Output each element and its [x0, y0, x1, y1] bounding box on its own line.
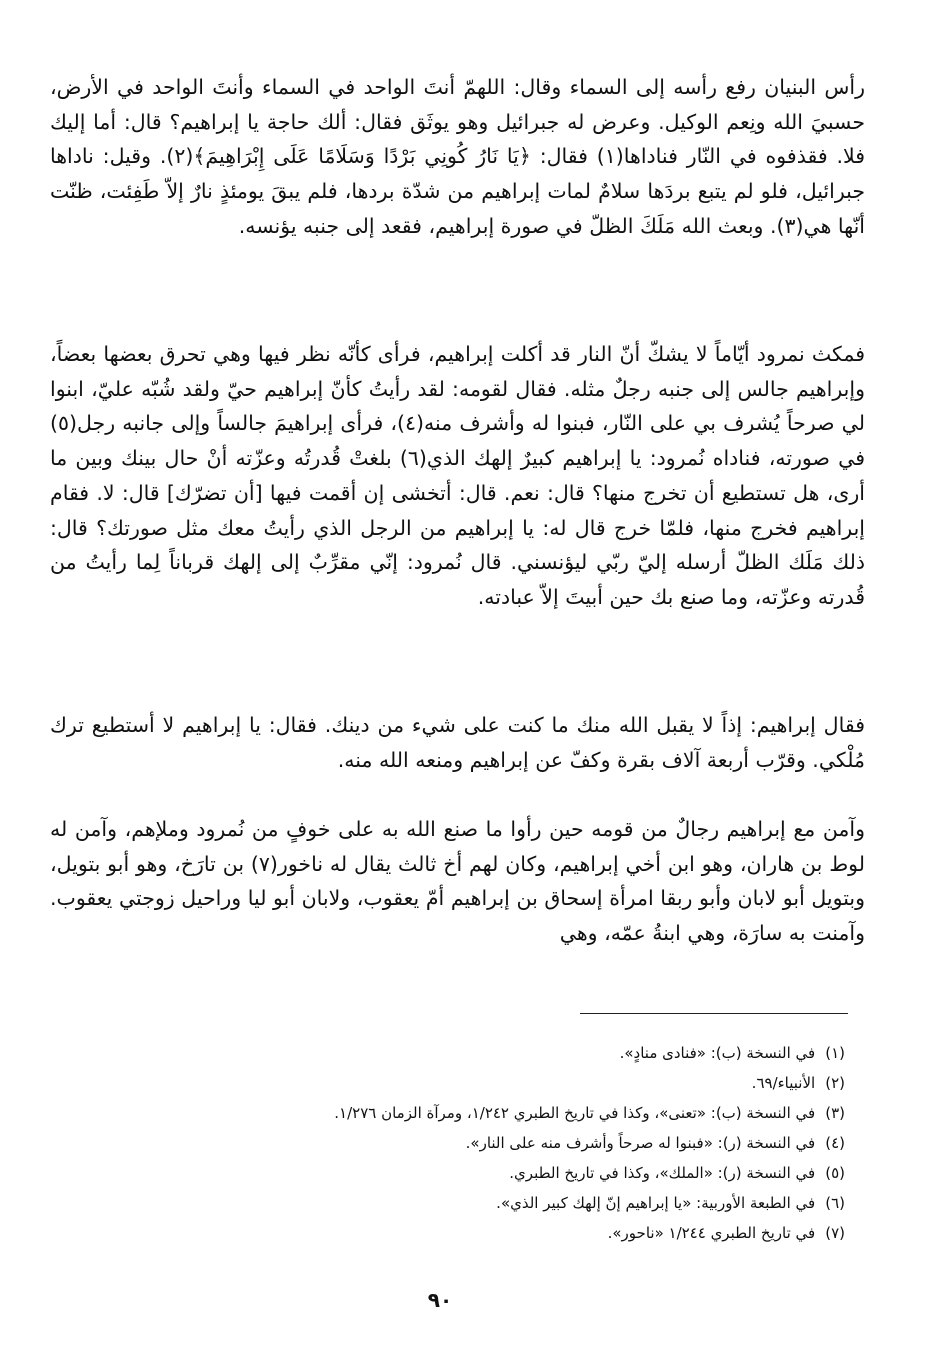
- footnote-number: (٦): [825, 1194, 845, 1212]
- paragraph-1: رأس البنيان رفع رأسه إلى السماء وقال: اللهمّ أنتَ الواحد في السماء وأنتَ الواحد في الأرض، حسبيَ الله ونِعم الوكيل. وعرض له جبرائيل وهو يوثَق فقال: ألك حاجة يا إبراهيم؟ قال: أما إليك فلا. فقذفوه في النّار فناداها(١) فقال: ﴿يَا نَارُ كُونِي بَرْدًا وَسَلَامًا عَلَى إِبْرَاهِيمَ﴾(٢). وقيل: ناداها جبرائيل، فلو لم يتبع بردَها سلامٌ لمات إبراهيم من شدّة بردها، فلم يبقَ يومئذٍ نارٌ إلاّ طَفِئت، ظنّت أنّها هي(٣). وبعث الله مَلَكَ الظلّ في صورة إبراهيم، فقعد إلى جنبه يؤنسه.: [50, 75, 866, 238]
- footnotes-list: [180, 1038, 845, 1248]
- footnote-text: في النسخة (ر): «الملك»، وكذا في تاريخ الطبري.: [509, 1164, 816, 1182]
- footnote-number: (٥): [825, 1164, 845, 1182]
- footnote-7: [180, 1218, 845, 1248]
- footnote-number: (١): [825, 1044, 845, 1062]
- footnote-4: [180, 1128, 845, 1158]
- footnote-number: (٢): [825, 1074, 845, 1092]
- footnote-text: في النسخة (ر): «فبنوا له صرحاً وأشرف منه على النار».: [465, 1134, 816, 1152]
- footnote-number: (٧): [825, 1224, 845, 1242]
- footnote-text: في النسخة (ب): «تعنى»، وكذا في تاريخ الطبري ١/٢٤٢، ومرآة الزمان ١/٢٧٦.: [334, 1104, 816, 1122]
- footnote-number: (٤): [825, 1134, 845, 1152]
- footnote-text: في الطبعة الأوربية: «يا إبراهيم إنّ إلهك كبير الذي».: [496, 1194, 816, 1212]
- footnote-divider: [580, 1013, 848, 1014]
- paragraph-3: فقال إبراهيم: إذاً لا يقبل الله منك ما كنت على شيء من دينك. فقال: يا إبراهيم لا أستطيع ترك مُلْكي. وقرّب أربعة آلاف بقرة وكفّ عن إبراهيم ومنعه الله منه.: [50, 713, 865, 772]
- paragraph-2: فمكث نمرود أيّاماً لا يشكّ أنّ النار قد أكلت إبراهيم، فرأى كأنّه نظر فيها وهي تحرق بعضها بعضاً، وإبراهيم جالس إلى جنبه رجلٌ مثله. فقال لقومه: لقد رأيتُ كأنّ إبراهيم حيّ ولقد شُبّه عليّ، ابنوا لي صرحاً يُشرف بي على النّار، فبنوا له وأشرف منه(٤)، فرأى إبراهيمَ جالساً وإلى جانبه رجل(٥) في صورته، فناداه نُمرود: يا إبراهيم كبيرٌ إلهك الذي(٦) بلغتْ قُدرتُه وعزّته أنْ حال بينك وبين ما أرى، هل تستطيع أن تخرج منها؟ قال: نعم. قال: أتخشى إن أقمت فيها [أن تضرّك] قال: لا. فقام إبراهيم فخرج منها، فلمّا خرج قال له: يا إبراهيم من الرجل الذي رأيتُ معك مثل صورتك؟ قال: ذلك مَلَك الظلّ أرسله إليّ ربّي ليؤنسني. قال نُمرود: إنّي مقرِّبٌ إلى إلهك قرباناً لِما رأيتُ من قُدرته وعزّته، وما صنع بك حين أبيتَ إلاّ عبادته.: [50, 342, 865, 609]
- footnote-5: [180, 1158, 845, 1188]
- paragraph-4: وآمن مع إبراهيم رجالٌ من قومه حين رأوا ما صنع الله به على خوفٍ من نُمرود وملإهم، وآمن له لوط بن هاران، وهو ابن أخي إبراهيم، وكان لهم أخ ثالث يقال له ناخور(٧) بن تارَخ، وهو أبو بتويل، وبتويل أبو لابان وأبو ربقا امرأة إسحاق بن إبراهيم أمّ يعقوب، ولابان أبو ليا وراحيل زوجتي يعقوب. وآمنت به سارَة، وهي ابنةُ عمّه، وهي: [50, 817, 865, 946]
- footnote-number: (٣): [825, 1104, 845, 1122]
- footnote-3: [180, 1098, 845, 1128]
- footnote-text: الأنبياء/٦٩.: [751, 1074, 816, 1092]
- page-number: ٩٠: [427, 1288, 453, 1312]
- footnote-1: [180, 1038, 845, 1068]
- footnote-text: في تاريخ الطبري ١/٢٤٤ «ناحور».: [607, 1224, 816, 1242]
- footnote-2: [180, 1068, 845, 1098]
- footnote-text: في النسخة (ب): «فنادى منادٍ».: [619, 1044, 816, 1062]
- footnote-6: [180, 1188, 845, 1218]
